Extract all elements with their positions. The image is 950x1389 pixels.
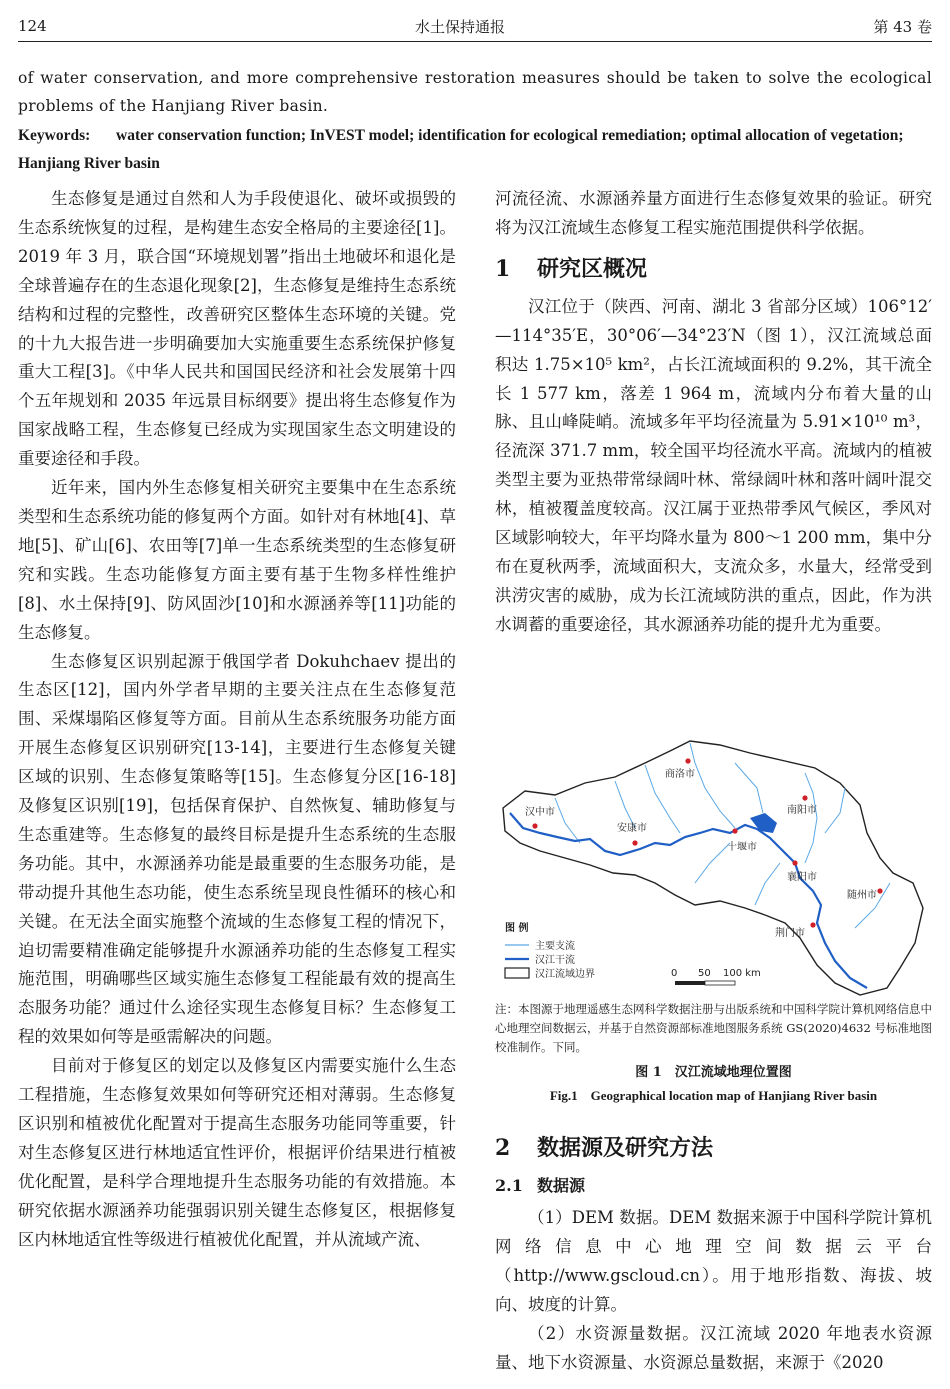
paragraph: 目前对于修复区的划定以及修复区内需要实施什么生态工程措施，生态修复效果如何等研究还相对薄弱。生态修复区识别和植被优化配置对于提高生态服务功能同等重要，针对生态修复区进行林地适宜性评价，根据评价结果进行植被优化配置，是科学合理地提升生态服务功能的有效措施。本研究依据水源涵养功能强弱识别关键生态修复区，根据修复区内林地适宜性等级进行植被优化配置，并从流域产流、 (18, 1056, 456, 1249)
city-label: 荆门市 (775, 928, 805, 939)
abstract-continuation: of water conservation, and more comprehensive restoration measures should be taken to solve the ecological problems of the Hanjiang River basin. (18, 69, 932, 115)
city-label: 安康市 (617, 823, 647, 834)
city-dot (685, 758, 690, 763)
city-dot (532, 823, 537, 828)
city-dot (732, 828, 737, 833)
basin-map (495, 733, 932, 998)
section-heading-2 (495, 1132, 932, 1164)
city-dot (877, 888, 882, 893)
paragraph: 近年来，国内外生态修复相关研究主要集中在生态系统类型和生态系统功能的修复两个方面。如针对有林地[4]、草地[5]、矿山[6]、农田等[7]单一生态系统类型的生态修复研究和实践。生态功能修复方面主要有基于生物多样性维护[8]、水土保持[9]、防风固沙[10]和水源涵养等[11]功能的生态修复。 (18, 478, 456, 642)
figure-caption-cn: 图 1 汉江流域地理位置图 (635, 1065, 792, 1080)
scale-label: 50 (698, 968, 711, 979)
header-rule (18, 41, 932, 42)
legend-boundary-swatch (505, 968, 529, 978)
section-2 (495, 1122, 932, 1377)
figure-note: 注：本图源于地理遥感生态网科学数据注册与出版系统和中国科学院计算机网络信息中心地理空间数据云，并基于自然资源部标准地图服务系统 GS(2020)4632 号标准地图校准制作。下同。 (495, 1002, 932, 1054)
city-label: 随州市 (847, 890, 877, 901)
city-label: 汉中市 (525, 807, 555, 818)
city-label: 南阳市 (787, 805, 817, 816)
paragraph: （2）水资源量数据。汉江流域 2020 年地表水资源量、地下水资源量、水资源总量数据，来源于《2020 (495, 1323, 932, 1372)
section-number: 1 (495, 255, 511, 282)
section-title: 研究区概况 (537, 255, 648, 282)
keywords-block (18, 122, 932, 178)
keywords-text: water conservation function; InVEST model; identification for ecological remediation; optimal allocation of vegetation; Hanjiang River basin (18, 127, 904, 172)
city-label: 襄阳市 (787, 872, 817, 883)
paragraph: 生态修复区识别起源于俄国学者 Dokuhchaev 提出的生态区[12]，国内外学者早期的主要关注点在生态修复范围、采煤塌陷区修复等方面。目前从生态系统服务功能方面开展生态修复区识别研究[13-14]，主要进行生态修复关键区域的识别、生态修复策略等[15]。生态修复分区[16-18]及修复区识别[19]，包括保育保护、自然恢复、辅助修复与生态重建等。生态修复的最终目标是提升生态系统的生态服务功能。其中，水源涵养功能是最重要的生态服务功能，是带动提升其他生态功能，使生态系统呈现良性循环的核心和关键。在无法全面实施整个流域的生态修复工程的情况下，迫切需要精准确定能够提升水源涵养功能的生态修复工程实施范围，明确哪些区域实施生态修复工程能最有效的提高生态服务功能？通过什么途径实现生态修复目标？生态修复工程的效果如何等是亟需解决的问题。 (18, 651, 456, 1047)
section-heading-1 (495, 253, 932, 285)
scale-label: 0 (671, 968, 678, 979)
subsection-number: 2.1 (495, 1176, 523, 1195)
legend-title: 图 例 (505, 923, 529, 934)
figure-caption-en: Fig.1 Geographical location map of Hanjiang River basin (549, 1088, 878, 1103)
city-dot (632, 840, 637, 845)
paragraph: 汉江位于（陕西、河南、湖北 3 省部分区域）106°12′—114°35′E，30°06′—34°23′N（图 1），汉江流域总面积达 1.75×10⁵ km²，占长江流域面积的 9.2%，其干流全长 1 577 km，落差 1 964 m，流域内分布着大量的山脉、且山峰陡峭。流域多年平均径流量为 5.91×10¹⁰ m³，径流深 371.7 mm，较全国平均径流水平高。流域内的植被类型主要为亚热带常绿阔叶林、常绿阔叶林和落叶阔叶混交林，植被覆盖度较高。汉江属于亚热带季风气候区，季风对区域影响较大，年平均降水量为 800～1 200 mm，集中分布在夏秋两季，流域面积大，支流众多，水量大，经常受到洪涝灾害的威胁，成为长江流域防洪的重点，因此，作为洪水调蓄的重要途径，其水源涵养功能的提升尤为重要。 (495, 296, 932, 634)
volume-label: 第 43 卷 (873, 17, 932, 36)
scale-bar (675, 981, 735, 985)
legend-item: 汉江流域边界 (535, 969, 595, 980)
paragraph: （1）DEM 数据。DEM 数据来源于中国科学院计算机网络信息中心地理空间数据云平台（http://www.gscloud.cn）。用于地形指数、海拔、坡向、坡度的计算。 (495, 1208, 932, 1314)
keywords-label: Keywords: (18, 127, 91, 144)
city-dot (810, 922, 815, 927)
running-header (18, 14, 932, 38)
section-number: 2 (495, 1135, 511, 1161)
paragraph: 生态修复是通过自然和人为手段使退化、破坏或损毁的生态系统恢复的过程，是构建生态安全格局的主要途径[1]。2019 年 3 月，联合国“环境规划署”指出土地破坏和退化是全球普遍存在的生态退化现象[2]，生态修复是维持生态系统结构和过程的完整性，改善研究区整体生态环境的关键。党的十九大报告进一步明确要加大实施重要生态系统保护修复重大工程[3]。《中华人民共和国国民经济和社会发展第十四个五年规划和 2035 年远景目标纲要》提出将生态修复作为国家战略工程，生态修复已经成为实现国家生态文明建设的重要途径和手段。 (18, 189, 456, 469)
legend-item: 汉江干流 (535, 955, 575, 966)
left-column (18, 185, 456, 1255)
city-label: 十堰市 (727, 842, 757, 853)
scale-label: 100 km (723, 968, 761, 979)
subsection-heading (495, 1172, 932, 1200)
page-number: 124 (18, 17, 47, 35)
map-figure (495, 733, 932, 998)
journal-title: 水土保持通报 (415, 17, 506, 36)
city-label: 商洛市 (665, 769, 695, 780)
right-column (495, 185, 932, 640)
section-title: 数据源及研究方法 (537, 1135, 714, 1161)
paragraph: 河流径流、水源涵养量方面进行生态修复效果的验证。研究将为汉江流域生态修复工程实施范围提供科学依据。 (495, 189, 932, 237)
city-dot (802, 795, 807, 800)
legend-item: 主要支流 (535, 941, 575, 952)
subsection-title: 数据源 (537, 1176, 586, 1195)
city-dot (792, 860, 797, 865)
